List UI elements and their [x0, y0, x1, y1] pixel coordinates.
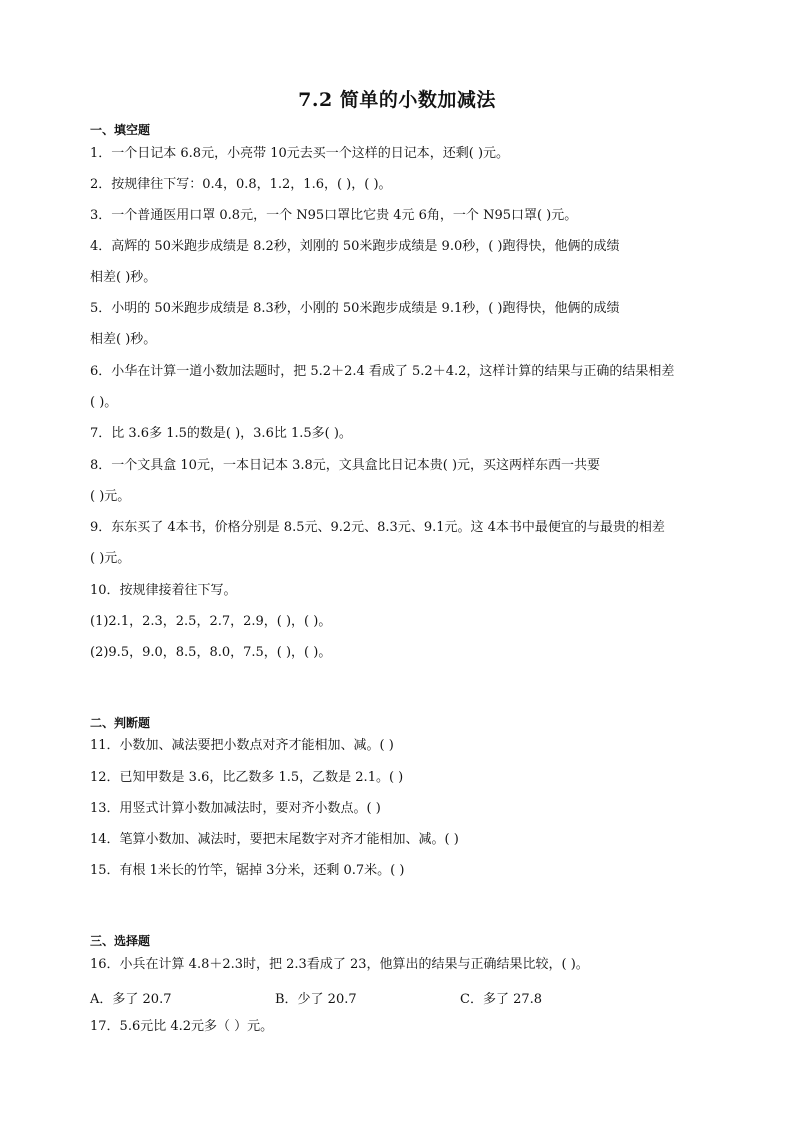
question-8-continued: ( )元。 — [90, 489, 131, 504]
question-5: 5．小明的 50米跑步成绩是 8.3秒，小刚的 50米跑步成绩是 9.1秒，( )跑得快，他俩的成绩 — [90, 301, 620, 316]
question-11: 11．小数加、减法要把小数点对齐才能相加、减。( ) — [90, 738, 394, 753]
option-a[interactable]: A．多了 20.7 — [90, 992, 172, 1007]
section-true-false-heading: 二、判断题 — [90, 716, 151, 730]
question-9: 9．东东买了 4本书，价格分别是 8.5元、9.2元、8.3元、9.1元。这 4本书中最便宜的与最贵的相差 — [90, 520, 665, 535]
question-4-continued: 相差( )秒。 — [90, 270, 157, 285]
question-6-continued: ( )。 — [90, 395, 118, 410]
question-2: 2．按规律往下写：0.4，0.8，1.2，1.6，( )，( )。 — [90, 177, 392, 192]
question-10: 10．按规律接着往下写。 — [90, 583, 237, 598]
question-4: 4．高辉的 50米跑步成绩是 8.2秒，刘刚的 50米跑步成绩是 9.0秒，( )跑得快，他俩的成绩 — [90, 239, 620, 254]
question-3: 3．一个普通医用口罩 0.8元，一个 N95口罩比它贵 4元 6角，一个 N95口罩( )元。 — [90, 208, 578, 223]
question-13: 13．用竖式计算小数加减法时，要对齐小数点。( ) — [90, 801, 381, 816]
option-c[interactable]: C．多了 27.8 — [460, 992, 543, 1007]
question-12: 12．已知甲数是 3.6，比乙数多 1.5，乙数是 2.1。( ) — [90, 770, 404, 785]
question-15: 15．有根 1米长的竹竿，锯掉 3分米，还剩 0.7米。( ) — [90, 863, 405, 878]
question-16-options — [90, 988, 710, 1007]
question-8: 8．一个文具盒 10元，一本日记本 3.8元，文具盒比日记本贵( )元，买这两样东西一共要 — [90, 458, 601, 473]
question-7: 7．比 3.6多 1.5的数是( )，3.6比 1.5多( )。 — [90, 426, 352, 441]
section-fill-in-heading: 一、填空题 — [90, 123, 151, 137]
question-1: 1．一个日记本 6.8元，小亮带 10元去买一个这样的日记本，还剩( )元。 — [90, 146, 510, 161]
option-b[interactable]: B．少了 20.7 — [275, 992, 357, 1007]
question-5-continued: 相差( )秒。 — [90, 332, 157, 347]
question-9-continued: ( )元。 — [90, 551, 131, 566]
section-multiple-choice-heading: 三、选择题 — [90, 934, 151, 948]
page-title: 7.2 简单的小数加减法 — [298, 89, 496, 111]
question-6: 6．小华在计算一道小数加法题时，把 5.2＋2.4 看成了 5.2＋4.2，这样计算的结果与正确的结果相差 — [90, 364, 675, 379]
question-16: 16．小兵在计算 4.8＋2.3时，把 2.3看成了 23，他算出的结果与正确结果比较，( )。 — [90, 957, 589, 972]
question-10-part-2: (2)9.5，9.0，8.5，8.0，7.5，( )，( )。 — [90, 645, 332, 660]
question-17: 17．5.6元比 4.2元多（ ）元。 — [90, 1019, 274, 1034]
question-10-part-1: (1)2.1，2.3，2.5，2.7，2.9，( )，( )。 — [90, 614, 332, 629]
question-14: 14．笔算小数加、减法时，要把末尾数字对齐才能相加、减。( ) — [90, 832, 459, 847]
